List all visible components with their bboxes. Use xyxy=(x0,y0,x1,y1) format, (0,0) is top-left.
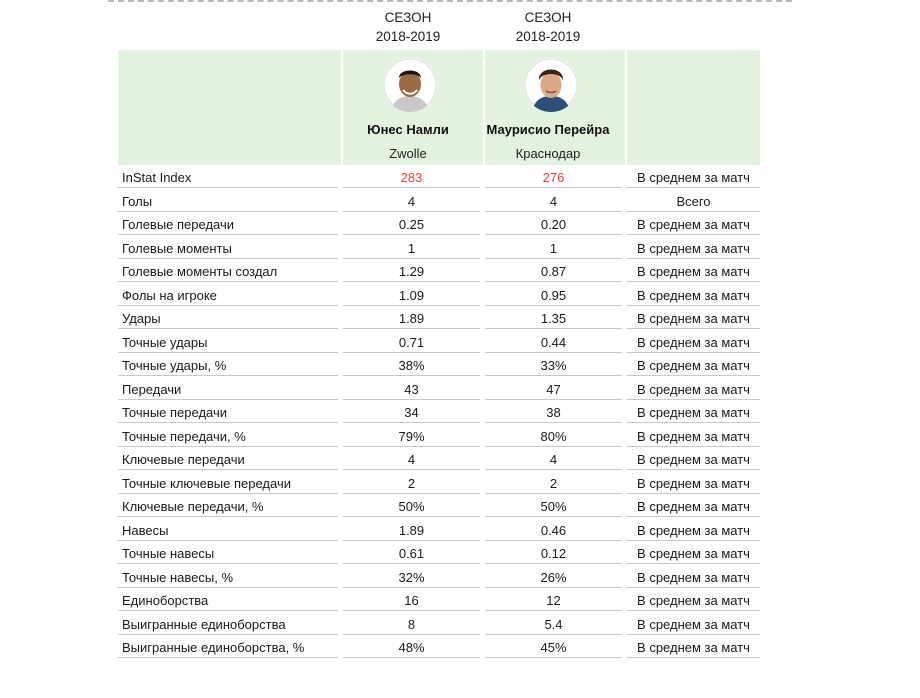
player-1-value: 48% xyxy=(343,637,480,658)
stat-label: Выигранные единоборства xyxy=(118,614,338,635)
table-row xyxy=(118,379,760,403)
player-1-value: 0.71 xyxy=(343,332,480,353)
player-2-value: 2 xyxy=(485,473,622,494)
table-row xyxy=(118,614,760,638)
stat-basis: В среднем за матч xyxy=(627,308,760,329)
table-row xyxy=(118,590,760,614)
stat-label: Голы xyxy=(118,191,338,212)
player-1-value: 38% xyxy=(343,355,480,376)
table-row xyxy=(118,285,760,309)
stat-label: Голевые передачи xyxy=(118,214,338,235)
stat-basis: В среднем за матч xyxy=(627,496,760,517)
table-row xyxy=(118,426,760,450)
player-2-value: 12 xyxy=(485,590,622,611)
player-2-value: 45% xyxy=(485,637,622,658)
table-row xyxy=(118,567,760,591)
player-1-value: 34 xyxy=(343,402,480,423)
player-2-value: 0.46 xyxy=(485,520,622,541)
player-1-value: 1.09 xyxy=(343,285,480,306)
stat-basis: В среднем за матч xyxy=(627,238,760,259)
season-label-player-1 xyxy=(338,8,478,46)
table-row xyxy=(118,308,760,332)
player-1-club: Zwolle xyxy=(389,146,427,161)
player-2-value: 0.87 xyxy=(485,261,622,282)
player-2-value: 1 xyxy=(485,238,622,259)
player-2-value: 4 xyxy=(485,449,622,470)
player-1-value: 50% xyxy=(343,496,480,517)
table-row xyxy=(118,637,760,661)
stat-label: Ключевые передачи, % xyxy=(118,496,338,517)
stat-label: Точные передачи xyxy=(118,402,338,423)
top-dashed-divider xyxy=(108,0,792,2)
player-2-name: Маурисио Перейра xyxy=(486,122,610,137)
season-years: 2018-2019 xyxy=(515,29,581,44)
stat-basis: В среднем за матч xyxy=(627,473,760,494)
table-row xyxy=(118,261,760,285)
stat-label: Точные удары xyxy=(118,332,338,353)
season-title: СЕЗОН xyxy=(384,10,432,25)
stat-basis: В среднем за матч xyxy=(627,637,760,658)
stat-basis: В среднем за матч xyxy=(627,426,760,447)
stat-basis: В среднем за матч xyxy=(627,332,760,353)
table-row xyxy=(118,402,760,426)
player-1-value: 2 xyxy=(343,473,480,494)
stat-label: InStat Index xyxy=(118,167,338,188)
player-1-value: 1.89 xyxy=(343,308,480,329)
stat-label: Фолы на игроке xyxy=(118,285,338,306)
stat-basis: В среднем за матч xyxy=(627,567,760,588)
stat-label: Выигранные единоборства, % xyxy=(118,637,338,658)
table-row xyxy=(118,191,760,215)
stat-basis: В среднем за матч xyxy=(627,167,760,188)
stat-basis: В среднем за матч xyxy=(627,379,760,400)
season-label-player-2 xyxy=(478,8,618,46)
stat-basis: В среднем за матч xyxy=(627,261,760,282)
player-1-value: 32% xyxy=(343,567,480,588)
stat-label: Голевые моменты создал xyxy=(118,261,338,282)
player-2-value: 47 xyxy=(485,379,622,400)
player-1-value: 283 xyxy=(343,167,480,188)
stat-label: Ключевые передачи xyxy=(118,449,338,470)
stat-basis: В среднем за матч xyxy=(627,520,760,541)
stat-label: Удары xyxy=(118,308,338,329)
stat-basis: Всего xyxy=(627,191,760,212)
player-2-value: 1.35 xyxy=(485,308,622,329)
stat-basis: В среднем за матч xyxy=(627,402,760,423)
stat-basis: В среднем за матч xyxy=(627,449,760,470)
stat-basis: В среднем за матч xyxy=(627,355,760,376)
player-2-value: 4 xyxy=(485,191,622,212)
table-row xyxy=(118,543,760,567)
stat-label: Точные удары, % xyxy=(118,355,338,376)
season-years: 2018-2019 xyxy=(375,29,441,44)
player-2-value: 50% xyxy=(485,496,622,517)
stat-label: Точные ключевые передачи xyxy=(118,473,338,494)
player-photo-icon xyxy=(383,58,437,112)
stat-basis: В среднем за матч xyxy=(627,614,760,635)
stat-label: Передачи xyxy=(118,379,338,400)
player-1-value: 8 xyxy=(343,614,480,635)
stat-label: Единоборства xyxy=(118,590,338,611)
stat-label: Точные передачи, % xyxy=(118,426,338,447)
table-row xyxy=(118,449,760,473)
player-2-value: 33% xyxy=(485,355,622,376)
player-2-value: 0.95 xyxy=(485,285,622,306)
player-1-value: 0.25 xyxy=(343,214,480,235)
table-row xyxy=(118,496,760,520)
player-1-value: 0.61 xyxy=(343,543,480,564)
stat-basis: В среднем за матч xyxy=(627,543,760,564)
stat-label: Навесы xyxy=(118,520,338,541)
stat-label: Точные навесы xyxy=(118,543,338,564)
player-1-name: Юнес Намли xyxy=(367,122,449,137)
table-row xyxy=(118,332,760,356)
stat-label: Точные навесы, % xyxy=(118,567,338,588)
player-1-value: 4 xyxy=(343,449,480,470)
player-2-value: 26% xyxy=(485,567,622,588)
player-2-value: 0.44 xyxy=(485,332,622,353)
table-row xyxy=(118,238,760,262)
player-1-value: 16 xyxy=(343,590,480,611)
player-2-club: Краснодар xyxy=(515,146,581,161)
column-separator xyxy=(625,50,627,165)
player-2-value: 38 xyxy=(485,402,622,423)
player-1-value: 4 xyxy=(343,191,480,212)
player-1-value: 1.89 xyxy=(343,520,480,541)
season-title: СЕЗОН xyxy=(524,10,572,25)
player-2-value: 276 xyxy=(485,167,622,188)
player-2-value: 5.4 xyxy=(485,614,622,635)
player-photo-icon xyxy=(524,58,578,112)
table-row xyxy=(118,167,760,191)
stat-basis: В среднем за матч xyxy=(627,214,760,235)
stat-basis: В среднем за матч xyxy=(627,285,760,306)
stat-basis: В среднем за матч xyxy=(627,590,760,611)
player-1-value: 1 xyxy=(343,238,480,259)
player-2-value: 0.12 xyxy=(485,543,622,564)
table-row xyxy=(118,214,760,238)
table-row xyxy=(118,355,760,379)
player-1-value: 79% xyxy=(343,426,480,447)
table-row xyxy=(118,473,760,497)
player-2-value: 80% xyxy=(485,426,622,447)
player-2-value: 0.20 xyxy=(485,214,622,235)
player-1-value: 43 xyxy=(343,379,480,400)
table-row xyxy=(118,520,760,544)
player-1-value: 1.29 xyxy=(343,261,480,282)
stat-label: Голевые моменты xyxy=(118,238,338,259)
